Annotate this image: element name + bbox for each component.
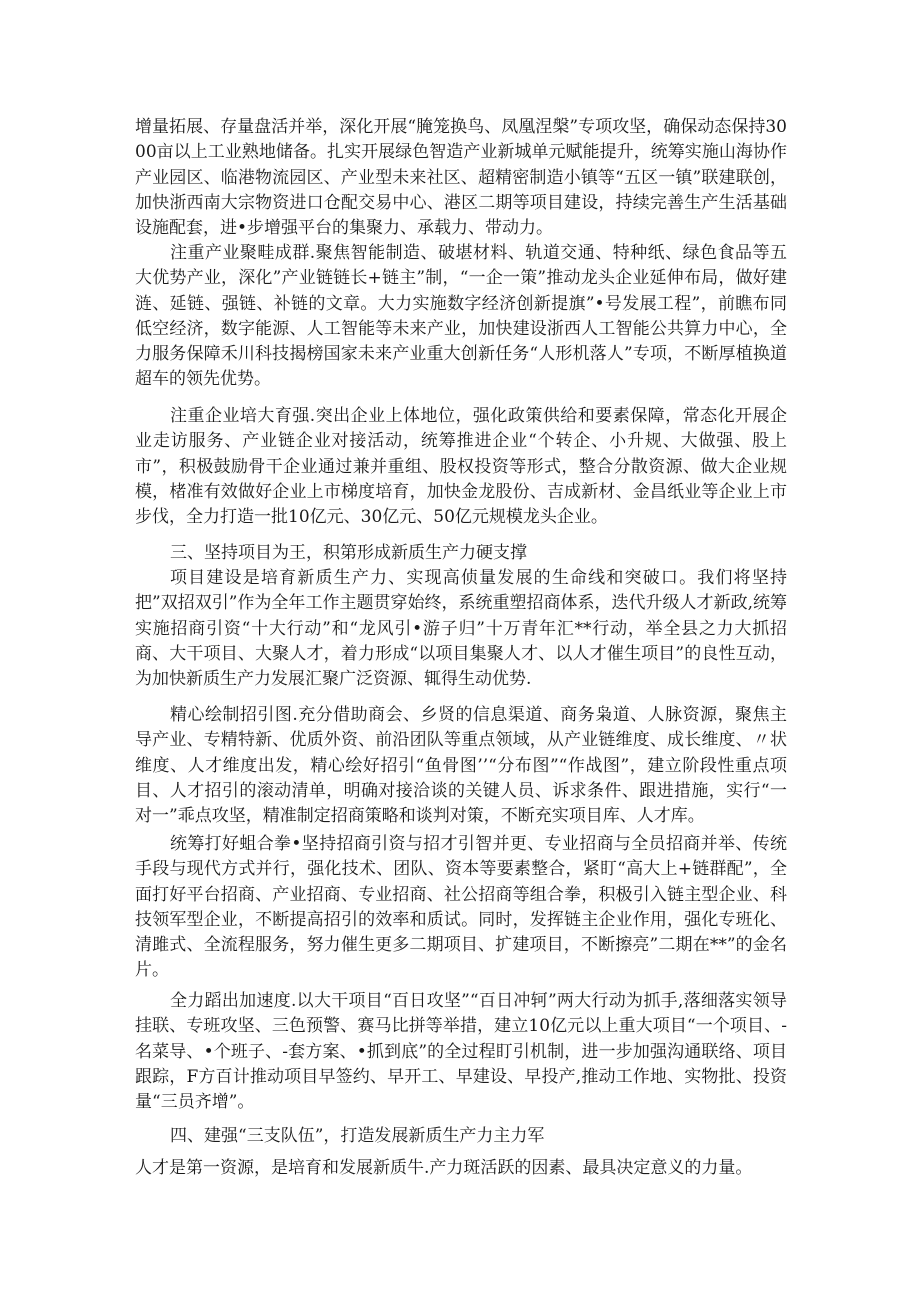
paragraph-2: 注重产业聚畦成群.聚焦智能制造、破堪材料、轨道交通、特种纸、绿色食品等五大优势产业，深化”产业链链长+链主”制，“一企一策”推动龙头企业延伸布局，做好建涟、延链、强链、补链的文章。大力实施数字经济创新提旗”•号发展工程”，前瞧布同低空经济，数字能源、人工智能等未来产业，加快建设浙西人工智能公共算力中心，全力服务保障禾川科技揭榜国家未来产业重大创新任务“人形机落人”专项，不断厚植换道超车的领先优势。: [135, 243, 787, 390]
section-heading-3: 三、坚持项目为王，积第形成新质生产力硬支撑: [170, 543, 527, 563]
section-heading-4: 四、建强“三支队伍”，打造发展新质生产力主力军: [170, 1126, 545, 1146]
paragraph-4: 项目建设是培育新质生产力、实现高侦量发展的生命线和突破口。我们将坚持把”双招双引”作为全年工作主题贯穿始终，系统重塑招商体系，迭代升级人才新政,统筹实施招商引资“十大行动”和“龙风引•游子归”十万青年汇**行动，举全县之力大抓招商、大干项目、大聚人才，着力形成“以项目集聚人才、以人才催生项目”的良性互动，为加快新质生产力发展汇聚广泛资源、辄得生动优势.: [135, 568, 787, 690]
paragraph-1: 增量拓展、存量盘活并举，深化开展“腌笼换鸟、凤凰涅槃”专项攻坚，确保动态保持3000亩以上工业熟地储备。扎实开展绿色智造产业新城单元赋能提升，统筹实施山海协作产业园区、临港物流园区、产业型未来社区、超精密制造小镇等“五区一镇”联建联创，加快浙西南大宗物资进口仓配交易中心、港区二期等项目建设，持续完善生产生活基础设施配套，进•步增强平台的集聚力、承载力、带动力。: [135, 117, 787, 239]
paragraph-6: 统筹打好蛆合拳•坚持招商引资与招才引智并更、专业招商与全员招商并举、传统手段与现代方式并行，强化技术、团队、资本等要素整合，紧盯“高大上+链群配”，全面打好平台招商、产业招商、专业招商、社公招商等组合拳，积极引入链主型企业、科技领军型企业，不断提高招引的效率和质试。同时，发挥链主企业作用，强化专班化、清雎式、全流程服务，努力催生更多二期项目、扩建项目，不断擦亮”二期在**”的金名片。: [135, 834, 787, 981]
paragraph-7: 全力蹈出加速度.以大干项目“百日攻坚”“百日冲轲”两大行动为抓手,落细落实领导挂联、专班攻坚、三色预警、赛马比拼等举措，建立10亿元以上重大项目“一个项目、-名菜导、•个班子、-套方案、•抓到底”的全过程盯引机制，进一步加强沟通联络、项目跟踪，F方百计推动项目早签约、早开工、早建设、早投产,推动工作地、实物批、投资量“三员齐增”。: [135, 991, 787, 1113]
paragraph-8: 人才是第一资源，是培育和发展新质牛.产力斑活跃的因素、最具决定意义的力量。: [135, 1158, 753, 1178]
paragraph-3: 注重企业培大育强.突出企业上体地位，强化政策供给和要素保障，常态化开展企业走访服务、产业链企业对接活动，统筹推进企业“个转企、小升规、大做强、股上市”，积极鼓励骨干企业通过兼并重组、股权投资等形式，整合分散资源、做大企业规模，楮准有效做好企业上市梯度培育，加快金龙股份、吉成新材、金昌纸业等企业上市步伐，全力打造一批10亿元、30亿元、50亿元规模龙头企业。: [135, 406, 787, 528]
paragraph-5: 精心绘制招引图.充分借助商会、乡贤的信息渠道、商务枭道、人脉资源，聚焦主导产业、专精特新、优质外资、前沿团队等重点领域，从产业链维度、成长维度、〃状维度、人才维度出发，精心绘好招引“鱼骨图’’“分布图”“作战图”，建立阶段性重点项目、人才招引的滚动清单，明确对接洽谈的关键人员、诉求条件、跟进措施，实行“一对一”乖点攻坚，精准制定招商策略和谈判对策，不断充实项目库、人才库。: [135, 705, 787, 827]
